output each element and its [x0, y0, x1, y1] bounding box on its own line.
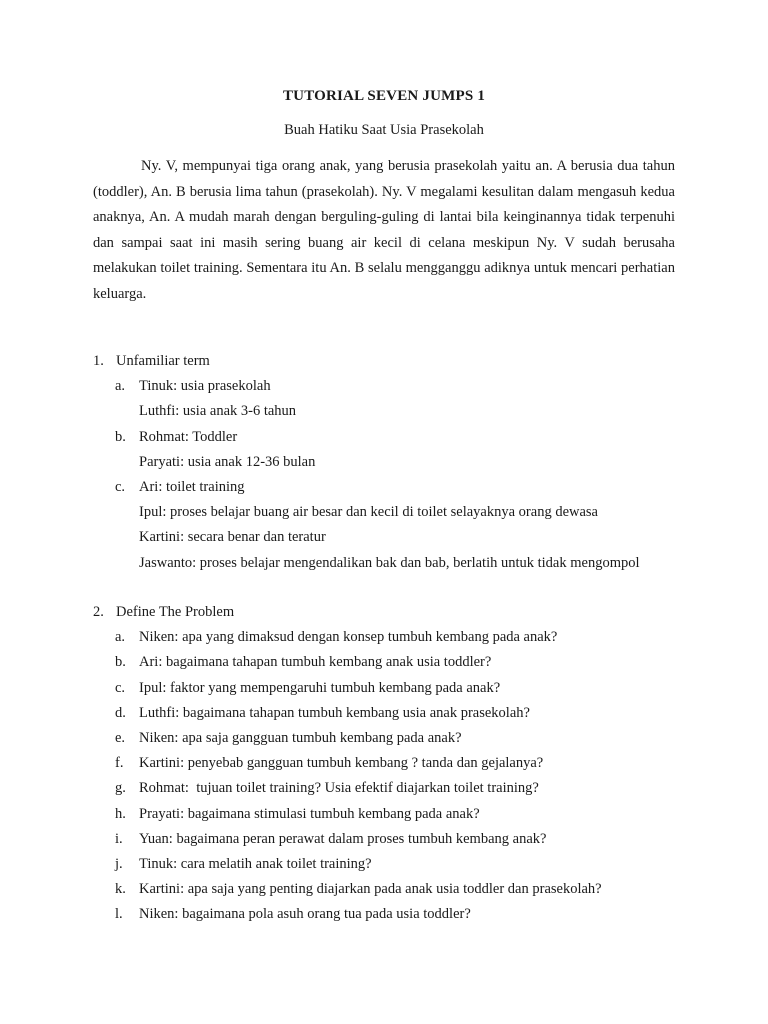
list-item-letter: b.	[115, 428, 126, 445]
section-number: 1.	[93, 353, 104, 369]
list-item	[93, 701, 693, 726]
list-item-letter: a.	[115, 629, 126, 646]
list-item-letter: h.	[115, 805, 126, 822]
list-item-letter: f.	[115, 755, 124, 772]
list-item-letter: d.	[115, 704, 126, 721]
list-item-letter: l.	[115, 906, 123, 923]
list-item	[93, 827, 693, 852]
list-item	[93, 877, 693, 902]
list-item-text: Luthfi: bagaimana tahapan tumbuh kembang usia anak prasekolah?	[139, 704, 530, 721]
list-item-subline: Paryati: usia anak 12-36 bulan	[139, 453, 316, 470]
list-item-text: Kartini: penyebab gangguan tumbuh kembang ? tanda dan gejalanya?	[139, 755, 544, 772]
list-item-subline: Jaswanto: proses belajar mengendalikan bak dan bab, berlatih untuk tidak mengompol	[139, 554, 640, 571]
list-item-text: Rohmat: tujuan toilet training? Usia efektif diajarkan toilet training?	[139, 780, 539, 797]
section-heading	[93, 349, 693, 374]
list-item	[93, 676, 693, 701]
section-define-problem	[93, 600, 693, 928]
list-item-letter: k.	[115, 881, 126, 898]
list-item	[93, 374, 693, 399]
section-number: 2.	[93, 604, 104, 620]
section-heading	[93, 600, 693, 625]
list-item-subline: Ipul: proses belajar buang air besar dan kecil di toilet selayaknya orang dewasa	[139, 504, 598, 521]
list-item	[93, 475, 693, 500]
list-item-letter: g.	[115, 780, 126, 797]
list-item-text: Ipul: faktor yang mempengaruhi tumbuh kembang pada anak?	[139, 679, 501, 696]
list-item	[93, 852, 693, 877]
list-item	[93, 726, 693, 751]
document-title: TUTORIAL SEVEN JUMPS 1	[282, 88, 486, 104]
list-item-letter: i.	[115, 830, 123, 847]
list-item-letter: a.	[115, 378, 126, 395]
section-title: Unfamiliar term	[116, 353, 210, 369]
list-item-text: Prayati: bagaimana stimulasi tumbuh kembang pada anak?	[139, 805, 480, 822]
list-item-subline: Kartini: secara benar dan teratur	[139, 529, 326, 546]
list-item	[93, 625, 693, 650]
section-unfamiliar-term	[93, 349, 693, 576]
list-item-text: Rohmat: Toddler	[139, 428, 238, 445]
list-item-letter: b.	[115, 654, 126, 671]
list-item-letter: c.	[115, 479, 126, 496]
list-item-text: Ari: bagaimana tahapan tumbuh kembang anak usia toddler?	[139, 654, 492, 671]
list-item	[93, 902, 693, 927]
list-item-text: Ari: toilet training	[139, 479, 245, 496]
list-item-text: Tinuk: usia prasekolah	[139, 378, 271, 395]
list-item	[93, 776, 693, 801]
list-item-text: Kartini: apa saja yang penting diajarkan pada anak usia toddler dan prasekolah?	[139, 881, 602, 898]
list-item	[93, 650, 693, 675]
list-item	[93, 425, 693, 450]
list-item-text: Tinuk: cara melatih anak toilet training?	[139, 856, 372, 873]
section-title: Define The Problem	[116, 604, 235, 620]
list-item-text: Niken: apa saja gangguan tumbuh kembang pada anak?	[139, 730, 462, 747]
list-item-letter: c.	[115, 679, 126, 696]
list-item-text: Niken: bagaimana pola asuh orang tua pada usia toddler?	[139, 906, 471, 923]
list-item-text: Niken: apa yang dimaksud dengan konsep tumbuh kembang pada anak?	[139, 629, 558, 646]
list-item	[93, 802, 693, 827]
document-subtitle: Buah Hatiku Saat Usia Prasekolah	[284, 122, 484, 138]
list-item-subline: Luthfi: usia anak 3-6 tahun	[139, 403, 297, 420]
list-item-text: Yuan: bagaimana peran perawat dalam proses tumbuh kembang anak?	[139, 830, 547, 847]
list-item-letter: j.	[115, 856, 123, 873]
scenario-paragraph: Ny. V, mempunyai tiga orang anak, yang berusia prasekolah yaitu an. A berusia dua tahun (toddler), An. B berusia lima tahun (prasekolah). Ny. V megalami kesulitan dalam mengasuh kedua anaknya, An. A mudah marah dengan berguling-guling di lantai bila keinginannya tidak terpenuhi dan sampai saat ini masih sering buang air kecil di celana meskipun Ny. V sudah berusaha melakukan toilet training. Sementara itu An. B selalu mengganggu adiknya untuk mencari perhatian keluarga.	[93, 158, 675, 302]
list-item-letter: e.	[115, 730, 126, 747]
list-item	[93, 751, 693, 776]
